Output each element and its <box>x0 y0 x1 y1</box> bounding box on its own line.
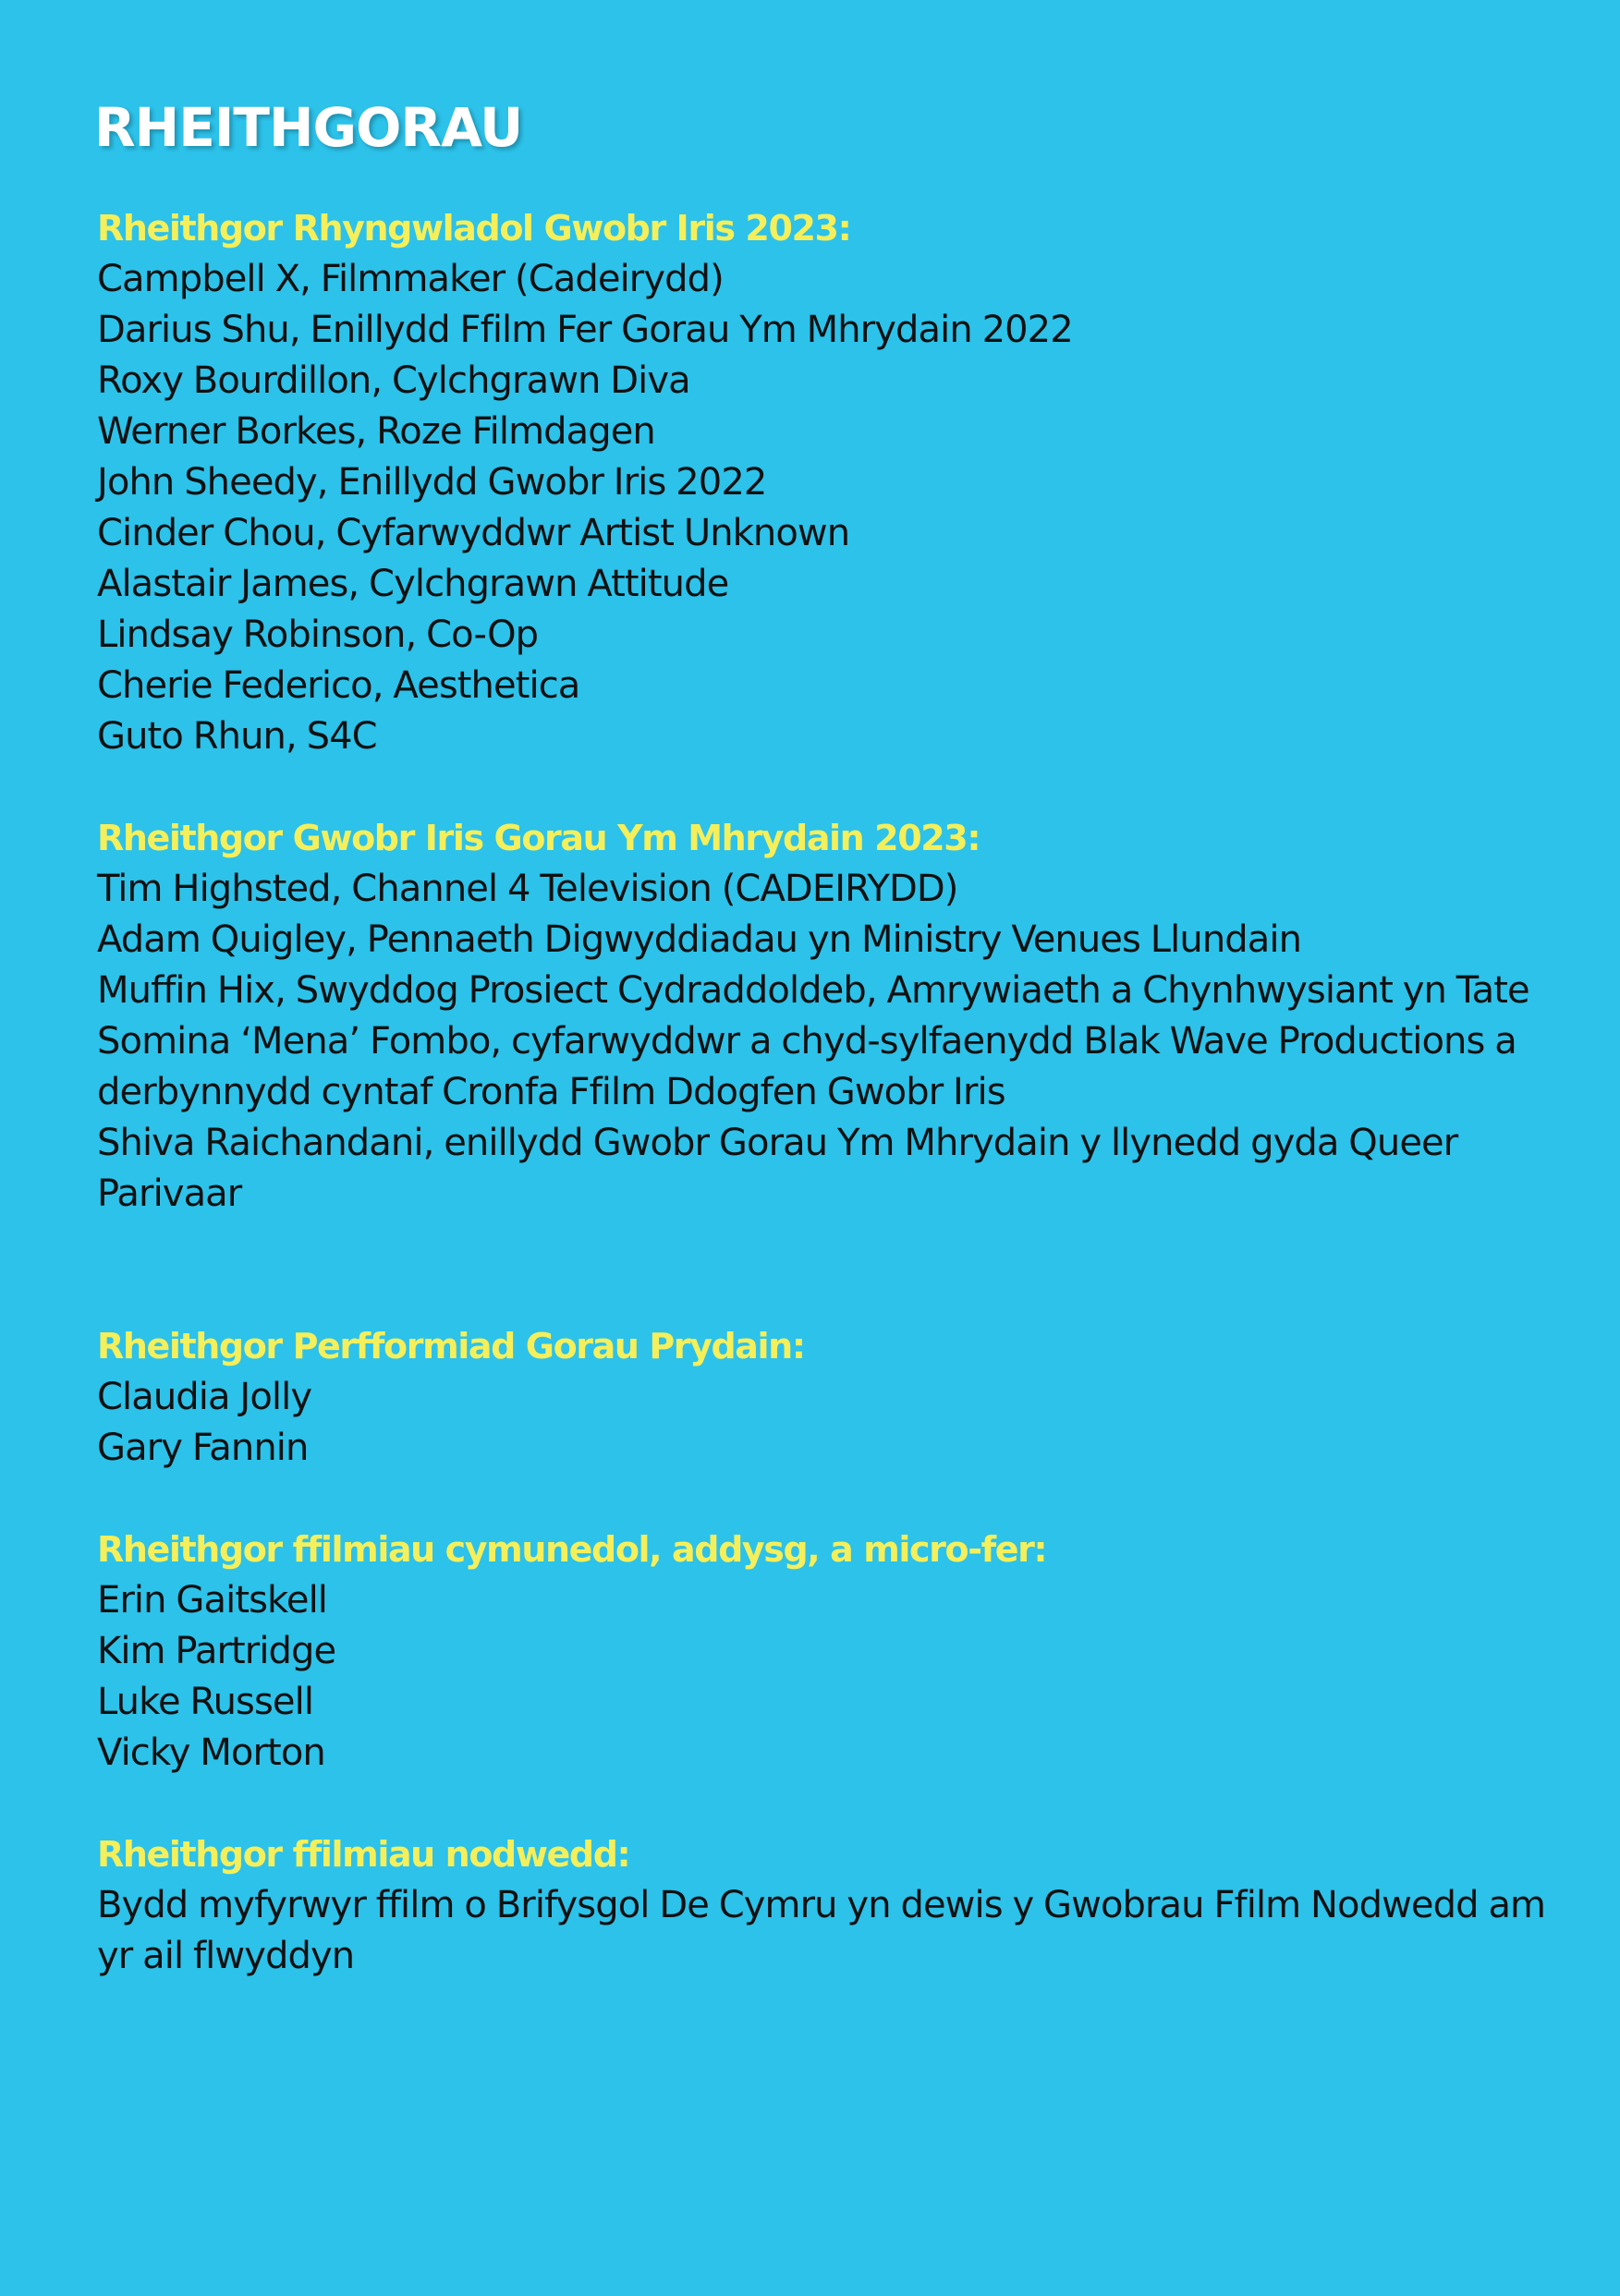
section-heading: Rheithgor ffilmiau nodwedd: <box>97 1834 630 1875</box>
jury-section-best-performance <box>97 1321 1566 1474</box>
jury-member: Erin Gaitskell <box>97 1579 328 1622</box>
jury-member: John Sheedy, Enillydd Gwobr Iris 2022 <box>97 461 767 504</box>
jury-member: Claudia Jolly <box>97 1376 312 1418</box>
jury-member: Bydd myfyrwyr ffilm o Brifysgol De Cymru yn dewis y Gwobrau Ffilm Nodwedd am yr ail flwyddyn <box>97 1884 1546 1977</box>
jury-section-best-british <box>97 813 1566 1220</box>
juries-content <box>97 203 1566 1982</box>
jury-member: Gary Fannin <box>97 1427 309 1469</box>
jury-member: Luke Russell <box>97 1681 314 1723</box>
section-heading: Rheithgor Rhyngwladol Gwobr Iris 2023: <box>97 208 851 249</box>
section-spacer <box>97 1779 1566 1829</box>
section-spacer <box>97 762 1566 813</box>
jury-member: Alastair James, Cylchgrawn Attitude <box>97 563 729 605</box>
section-heading: Rheithgor ffilmiau cymunedol, addysg, a micro-fer: <box>97 1529 1047 1570</box>
section-heading: Rheithgor Gwobr Iris Gorau Ym Mhrydain 2023: <box>97 818 981 858</box>
jury-member: Kim Partridge <box>97 1630 336 1672</box>
jury-member: Cinder Chou, Cyfarwyddwr Artist Unknown <box>97 512 850 554</box>
jury-member: Muffin Hix, Swyddog Prosiect Cydraddoldeb, Amrywiaeth a Chynhwysiant yn Tate <box>97 969 1529 1012</box>
page-title: RHEITHGORAU <box>94 96 523 159</box>
member-list <box>97 254 1566 762</box>
jury-member: Lindsay Robinson, Co-Op <box>97 613 539 656</box>
jury-member: Tim Highsted, Channel 4 Television (CADEIRYDD) <box>97 868 958 910</box>
jury-section-feature <box>97 1829 1566 1982</box>
jury-member: Darius Shu, Enillydd Ffilm Fer Gorau Ym Mhrydain 2022 <box>97 309 1073 351</box>
jury-member: Shiva Raichandani, enillydd Gwobr Gorau Ym Mhrydain y llynedd gyda Queer Parivaar <box>97 1122 1458 1215</box>
member-list <box>97 1575 1566 1779</box>
member-list <box>97 1880 1566 1982</box>
member-list <box>97 1372 1566 1474</box>
section-spacer <box>97 1474 1566 1525</box>
jury-section-international <box>97 203 1566 762</box>
jury-member: Guto Rhun, S4C <box>97 715 377 758</box>
member-list <box>97 864 1566 1220</box>
jury-section-community <box>97 1525 1566 1779</box>
jury-member: Campbell X, Filmmaker (Cadeirydd) <box>97 258 724 300</box>
jury-member: Vicky Morton <box>97 1731 325 1774</box>
jury-member: Werner Borkes, Roze Filmdagen <box>97 410 655 453</box>
jury-member: Roxy Bourdillon, Cylchgrawn Diva <box>97 359 690 402</box>
section-spacer <box>97 1220 1566 1321</box>
jury-member: Adam Quigley, Pennaeth Digwyddiadau yn Ministry Venues Llundain <box>97 918 1302 961</box>
section-heading: Rheithgor Perfformiad Gorau Prydain: <box>97 1326 805 1367</box>
jury-member: Somina ‘Mena’ Fombo, cyfarwyddwr a chyd-sylfaenydd Blak Wave Productions a derbynnydd cyntaf Cronfa Ffilm Ddogfen Gwobr Iris <box>97 1020 1516 1113</box>
jury-member: Cherie Federico, Aesthetica <box>97 664 580 707</box>
